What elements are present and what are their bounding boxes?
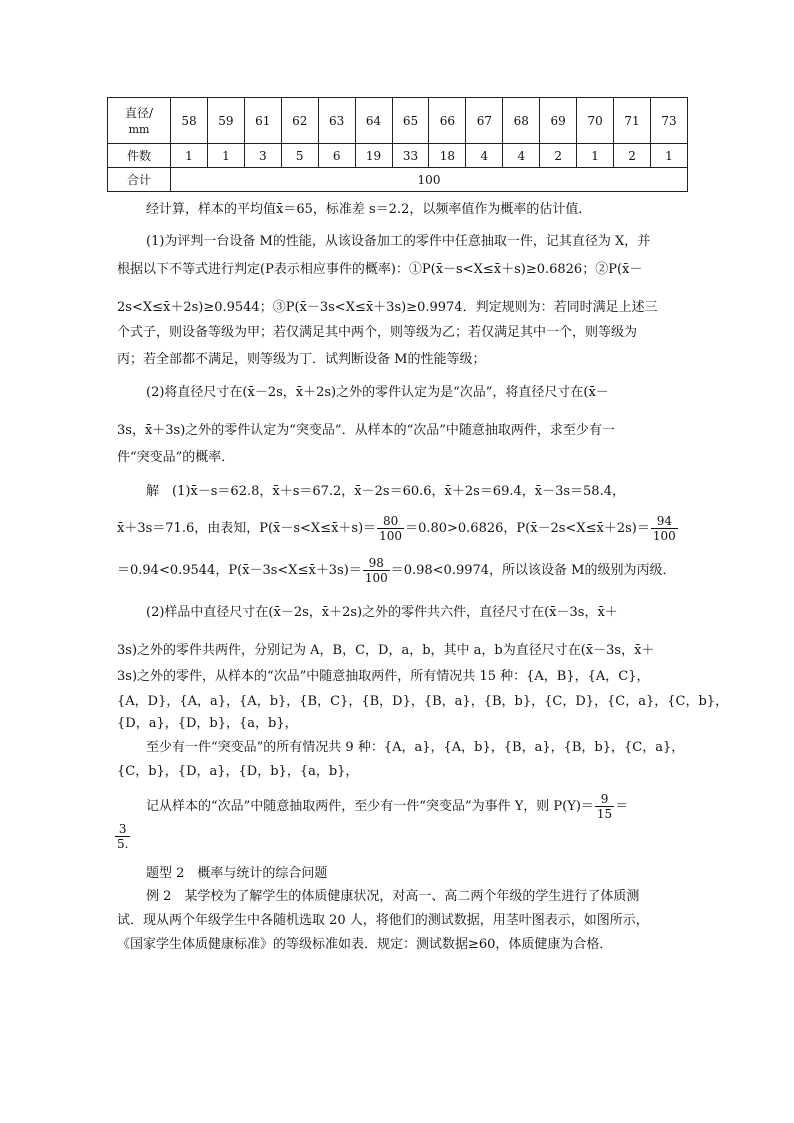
question2-line: 3s，x̄＋3s)之外的零件认定为“突变品”．从样本的“次品”中随意抽取两件，求至少有一 [117, 423, 615, 438]
solution2-line: 3s)之外的零件，从样本的“次品”中随意抽取两件，所有情况共 15 种：{A，B}，{A，C}， [117, 669, 650, 684]
fraction [595, 792, 614, 821]
diameter-cell: 67 [466, 98, 503, 144]
solution2-probability-line [146, 792, 628, 821]
diameter-cell: 65 [392, 98, 429, 144]
fraction-numerator: 9 [595, 792, 614, 807]
diameter-header-cell [108, 98, 171, 144]
count-cell: 19 [355, 144, 392, 168]
fraction [115, 822, 130, 851]
diameter-cell: 73 [650, 98, 687, 144]
diameter-cell: 69 [540, 98, 577, 144]
question1-line: 2s<X≤x̄＋2s)≥0.9544；③P(x̄－3s<X≤x̄＋3s)≥0.9974．判定规则为：若同时满足上述三 [117, 300, 658, 315]
intro-line: 经计算，样本的平均值x̄＝65，标准差 s＝2.2，以频率值作为概率的估计值． [146, 202, 592, 217]
count-cell: 3 [244, 144, 281, 168]
diameter-cell: 59 [207, 98, 244, 144]
question1-line: 丙；若全部都不满足，则等级为丁．试判断设备 M的性能等级； [117, 352, 486, 367]
count-cell: 2 [540, 144, 577, 168]
question1-line: (1)为评判一台设备 M的性能，从该设备加工的零件中任意抽取一件，记其直径为 X，并 [146, 234, 651, 249]
count-row [108, 144, 688, 168]
fraction-numerator: 94 [651, 514, 678, 529]
solution-text: ＝0.80>0.6826，P(x̄－2s<X≤x̄＋2s)＝ [405, 521, 650, 536]
count-cell: 1 [650, 144, 687, 168]
question1-line: 个式子，则设备等级为甲；若仅满足其中两个，则等级为乙；若仅满足其中一个，则等级为 [117, 325, 638, 340]
solution-text: x̄＋3s＝71.6，由表知，P(x̄－s<X≤x̄＋s)＝ [117, 521, 377, 536]
question2-line: 件“突变品”的概率． [117, 450, 235, 465]
diameter-cell: 64 [355, 98, 392, 144]
diameter-cell: 63 [318, 98, 355, 144]
fraction [363, 556, 390, 585]
count-cell: 1 [577, 144, 614, 168]
fraction [651, 514, 678, 543]
count-cell: 4 [466, 144, 503, 168]
solution-text: ＝0.98<0.9974，所以该设备 M的级别为丙级． [390, 563, 676, 578]
count-cell: 1 [171, 144, 208, 168]
fraction-numerator: 3 [115, 822, 130, 837]
solution2-line: {D，a}，{D，b}，{a，b}， [117, 716, 298, 731]
example-line: 例 2 某学校为了解学生的体质健康状况，对高一、高二两个年级的学生进行了体质测 [146, 889, 640, 904]
count-cell: 4 [503, 144, 540, 168]
diameter-cell: 68 [503, 98, 540, 144]
solution2-line: 至少有一件“突变品”的所有情况共 9 种：{A，a}，{A，b}，{B，a}，{B，b}，{C，a}， [146, 740, 685, 755]
result-fraction-line [114, 822, 131, 851]
solution-formula-line [117, 556, 676, 585]
solution-formula-line [117, 514, 679, 543]
diameter-cell: 66 [429, 98, 466, 144]
solution-line: 解 (1)x̄－s＝62.8，x̄＋s＝67.2，x̄－2s＝60.6，x̄＋2s＝69.4，x̄－3s＝58.4， [146, 484, 625, 499]
fraction-numerator: 80 [377, 514, 404, 529]
count-cell: 2 [614, 144, 651, 168]
example-line: 《国家学生体质健康标准》的等级标准如表．规定：测试数据≥60，体质健康为合格． [117, 937, 613, 952]
fraction-denominator: 15 [596, 807, 613, 821]
diameter-cell: 61 [244, 98, 281, 144]
fraction-denominator: 100 [364, 571, 388, 585]
count-cell: 18 [429, 144, 466, 168]
count-cell: 6 [318, 144, 355, 168]
frequency-table [107, 97, 688, 192]
fraction [377, 514, 404, 543]
count-cell: 1 [207, 144, 244, 168]
total-row [108, 168, 688, 192]
solution-text: ＝0.94<0.9544，P(x̄－3s<X≤x̄＋3s)＝ [117, 563, 362, 578]
question2-line: (2)将直径尺寸在(x̄－2s，x̄＋2s)之外的零件认定为是“次品”，将直径尺寸在(x̄－ [146, 385, 609, 400]
section-title: 题型 2 概率与统计的综合问题 [146, 866, 328, 881]
solution2-line: (2)样品中直径尺寸在(x̄－2s，x̄＋2s)之外的零件共六件，直径尺寸在(x̄－3s，x̄＋ [146, 605, 618, 620]
solution2-line: {C，b}，{D，a}，{D，b}，{a，b}， [117, 764, 359, 779]
solution-text: 记从样本的“次品”中随意抽取两件，至少有一件“突变品”为事件 Y，则 P(Y)＝ [146, 799, 594, 814]
diameter-cell: 71 [614, 98, 651, 144]
diameter-row [108, 98, 688, 144]
diameter-cell: 62 [281, 98, 318, 144]
fraction-denominator: 5. [117, 837, 129, 851]
count-cell: 5 [281, 144, 318, 168]
total-header-cell: 合计 [108, 168, 171, 192]
fraction-denominator: 100 [379, 529, 403, 543]
total-cell: 100 [171, 168, 688, 192]
count-header-cell: 件数 [108, 144, 171, 168]
diameter-cell: 70 [577, 98, 614, 144]
diameter-header-label: 直径/ [124, 105, 154, 120]
count-cell: 33 [392, 144, 429, 168]
fraction-numerator: 98 [363, 556, 390, 571]
diameter-unit-label: mm [128, 122, 150, 136]
solution2-line: 3s)之外的零件共两件，分别记为 A，B，C，D，a，b，其中 a，b为直径尺寸在(x̄－3s，x̄＋ [117, 643, 655, 658]
solution2-line: {A，D}，{A，a}，{A，b}，{B，C}，{B，D}，{B，a}，{B，b}，{C，D}，{C，a}，{C，b}， [117, 694, 729, 709]
fraction-denominator: 100 [652, 529, 676, 543]
example-line: 试．现从两个年级学生中各随机选取 20 人，将他们的测试数据，用茎叶图表示，如图所示， [117, 913, 649, 928]
diameter-cell: 58 [171, 98, 208, 144]
solution-text: ＝ [615, 799, 629, 814]
question1-line: 根据以下不等式进行判定(P表示相应事件的概率)：①P(x̄－s<X≤x̄＋s)≥0.6826；②P(x̄－ [117, 262, 643, 277]
